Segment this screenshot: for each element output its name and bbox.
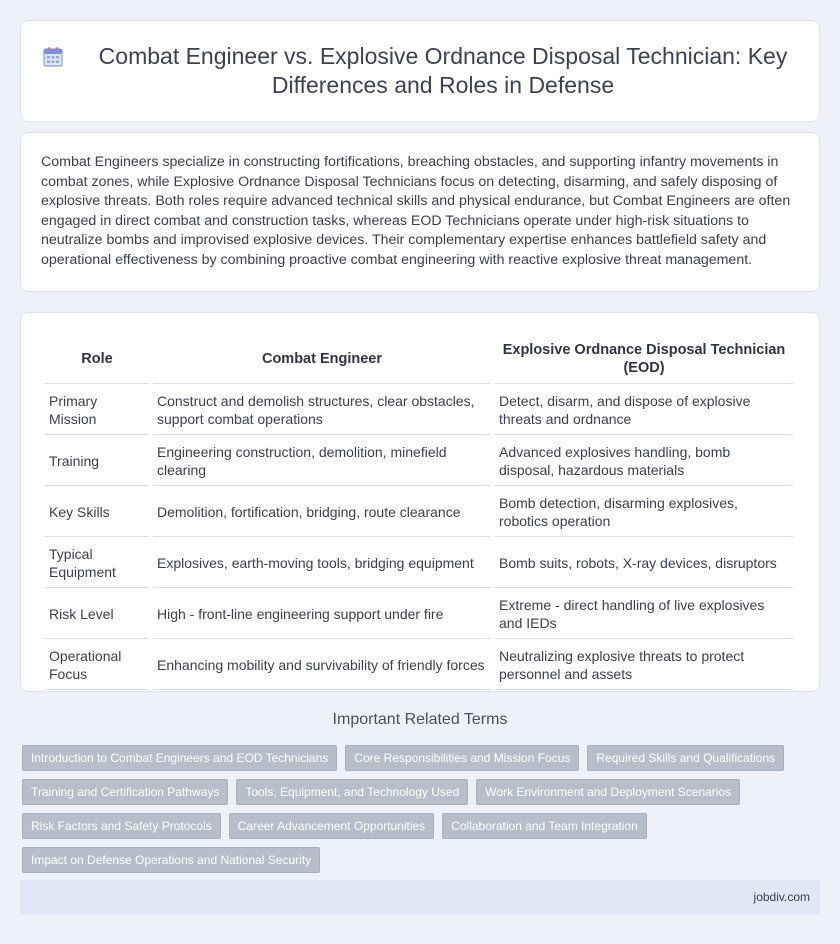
combat-engineer-cell: Demolition, fortification, bridging, route clearance bbox=[153, 488, 491, 537]
related-term-tag[interactable]: Work Environment and Deployment Scenarios bbox=[476, 779, 740, 805]
row-label: Typical Equipment bbox=[45, 539, 149, 588]
row-label: Key Skills bbox=[45, 488, 149, 537]
table-row bbox=[45, 386, 793, 435]
related-term-tag[interactable]: Tools, Equipment, and Technology Used bbox=[236, 779, 468, 805]
table-row bbox=[45, 590, 793, 639]
eod-cell: Detect, disarm, and dispose of explosive threats and ordnance bbox=[495, 386, 793, 435]
table-header-row bbox=[45, 333, 793, 384]
related-terms-list bbox=[22, 745, 822, 881]
eod-cell: Bomb suits, robots, X-ray devices, disruptors bbox=[495, 539, 793, 588]
combat-engineer-cell: Construct and demolish structures, clear obstacles, support combat operations bbox=[153, 386, 491, 435]
table-row bbox=[45, 437, 793, 486]
table-row bbox=[45, 641, 793, 690]
combat-engineer-cell: Explosives, earth-moving tools, bridging equipment bbox=[153, 539, 491, 588]
combat-engineer-cell: Engineering construction, demolition, minefield clearing bbox=[153, 437, 491, 486]
table-row bbox=[45, 539, 793, 588]
row-label: Risk Level bbox=[45, 590, 149, 639]
eod-cell: Advanced explosives handling, bomb disposal, hazardous materials bbox=[495, 437, 793, 486]
footer-site-link[interactable]: jobdiv.com bbox=[753, 890, 810, 904]
row-label: Primary Mission bbox=[45, 386, 149, 435]
footer-bar bbox=[20, 880, 820, 914]
related-term-tag[interactable]: Introduction to Combat Engineers and EOD Technicians bbox=[22, 745, 337, 771]
related-term-tag[interactable]: Training and Certification Pathways bbox=[22, 779, 228, 805]
comparison-table-card bbox=[20, 312, 820, 692]
combat-engineer-cell: High - front-line engineering support under fire bbox=[153, 590, 491, 639]
eod-cell: Bomb detection, disarming explosives, robotics operation bbox=[495, 488, 793, 537]
calendar-icon bbox=[41, 45, 65, 69]
eod-cell: Extreme - direct handling of live explosives and IEDs bbox=[495, 590, 793, 639]
header-role: Role bbox=[45, 333, 149, 384]
related-term-tag[interactable]: Impact on Defense Operations and National Security bbox=[22, 847, 320, 873]
comparison-table bbox=[41, 331, 797, 692]
eod-cell: Neutralizing explosive threats to protect personnel and assets bbox=[495, 641, 793, 690]
header-card bbox=[20, 20, 820, 122]
header-eod-technician: Explosive Ordnance Disposal Technician (EOD) bbox=[495, 333, 793, 384]
related-term-tag[interactable]: Required Skills and Qualifications bbox=[587, 745, 784, 771]
intro-card bbox=[20, 132, 820, 292]
related-terms-title: Important Related Terms bbox=[332, 711, 508, 728]
page-title: Combat Engineer vs. Explosive Ordnance Disposal Technician: Key Differences and Roles in Defense bbox=[98, 43, 788, 98]
related-term-tag[interactable]: Risk Factors and Safety Protocols bbox=[22, 813, 221, 839]
related-term-tag[interactable]: Collaboration and Team Integration bbox=[442, 813, 647, 839]
header-combat-engineer: Combat Engineer bbox=[153, 333, 491, 384]
row-label: Training bbox=[45, 437, 149, 486]
combat-engineer-cell: Enhancing mobility and survivability of friendly forces bbox=[153, 641, 491, 690]
related-term-tag[interactable]: Career Advancement Opportunities bbox=[229, 813, 434, 839]
related-term-tag[interactable]: Core Responsibilities and Mission Focus bbox=[345, 745, 579, 771]
row-label: Operational Focus bbox=[45, 641, 149, 690]
table-row bbox=[45, 488, 793, 537]
intro-paragraph: Combat Engineers specialize in constructing fortifications, breaching obstacles, and supporting infantry movements in combat zones, while Explosive Ordnance Disposal Technicians focus on detecting, disarming, and safely disposing of explosive threats. Both roles require advanced technical skills and physical endurance, but Combat Engineers are often engaged in direct combat and construction tasks, whereas EOD Technicians operate under high-risk situations to neutralize bombs and improvised explosive devices. Their complementary expertise enhances battlefield safety and operational effectiveness by combining proactive combat engineering with reactive explosive threat management. bbox=[41, 154, 791, 268]
